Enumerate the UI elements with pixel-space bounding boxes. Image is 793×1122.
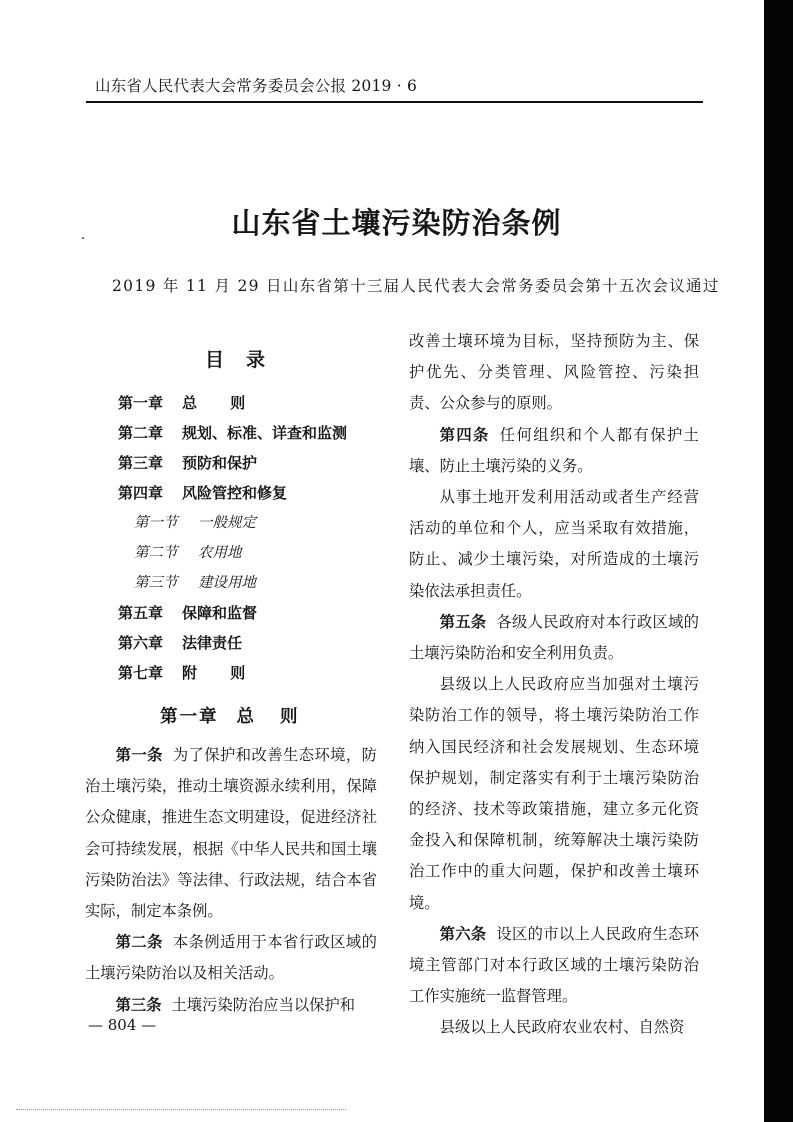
toc-item [118, 388, 398, 418]
article-paragraph [409, 607, 699, 669]
article-label: 第六条 [439, 924, 487, 943]
toc-item [118, 658, 398, 688]
toc-chapter: 第一章 [118, 394, 164, 412]
toc-heading [205, 345, 265, 372]
toc-title: 保障和监督 [182, 604, 258, 622]
article-text: 任何组织和个人都有保护土壤、防止土壤污染的义务。 [409, 425, 699, 475]
article-paragraph [409, 919, 699, 1013]
toc-chapter: 第五章 [118, 604, 164, 622]
article-continuation: 改善土壤环境为目标，坚持预防为主、保护优先、分类管理、风险管控、污染担责、公众参与的原则。 [409, 332, 699, 413]
scan-edge-strip [764, 0, 793, 1122]
article-paragraph: 从事土地开发利用活动或者生产经营活动的单位和个人，应当采取有效措施，防止、减少土壤污染，对所造成的土壤污染依法承担责任。 [409, 488, 699, 600]
toc-heading-right: 录 [245, 349, 265, 371]
article-paragraph: 县级以上人民政府农业农村、自然资 [439, 1018, 685, 1037]
header-rule [86, 101, 703, 103]
toc-chapter: 第三章 [118, 454, 164, 472]
toc-title: 法律责任 [182, 634, 243, 652]
toc-item [118, 478, 398, 508]
article-text: 各级人民政府对本行政区域的土壤污染防治和安全利用负责。 [409, 612, 699, 663]
article-paragraph [409, 420, 699, 482]
chapter-number: 第一章 [160, 707, 219, 727]
toc-subitem [118, 508, 398, 538]
article-text: 土壤污染防治应当以保护和 [171, 995, 356, 1014]
toc-section: 第三节 [134, 575, 178, 591]
toc-chapter: 第六章 [118, 634, 164, 652]
toc-item [118, 418, 398, 448]
toc-subitem [118, 538, 398, 568]
toc-item [118, 598, 398, 628]
document-subtitle: 2019 年 11 月 29 日山东省第十三届人民代表大会常务委员会第十五次会议通过 [112, 277, 720, 295]
running-header: 山东省人民代表大会常务委员会公报 2019 · 6 [95, 77, 418, 95]
toc-section: 第一节 [134, 515, 178, 531]
toc-title: 附 则 [182, 664, 260, 682]
article-paragraph [85, 740, 377, 927]
article-paragraph: 县级以上人民政府应当加强对土壤污染防治工作的领导，将土壤污染防治工作纳入国民经济和社会发展规划、生态环境保护规划，制定落实有利于土壤污染防治的经济、技术等政策措施，建立多元化资金投入和保障机制，统筹解决土壤污染防治工作中的重大问题，保护和改善土壤环境。 [409, 675, 699, 912]
toc-title: 一般规定 [198, 515, 256, 531]
article-paragraph [85, 927, 377, 989]
toc-item [118, 628, 398, 658]
toc-section: 第二节 [134, 545, 178, 561]
right-column [409, 326, 699, 1044]
article-label: 第五条 [439, 612, 487, 631]
article-label: 第四条 [439, 425, 490, 444]
article-label: 第一条 [115, 746, 163, 764]
toc-title: 建设用地 [198, 575, 256, 591]
article-text: 设区的市以上人民政府生态环境主管部门对本行政区域的土壤污染防治工作实施统一监督管理。 [409, 924, 699, 1006]
document-title: 山东省土壤污染防治条例 [231, 206, 562, 240]
chapter-title-char: 则 [280, 707, 300, 727]
left-column [85, 740, 377, 1021]
article-label: 第二条 [115, 933, 163, 952]
toc-heading-left: 目 [205, 349, 225, 371]
chapter-heading [160, 703, 300, 728]
toc-item [118, 448, 398, 478]
page-number: — 804 — [88, 1016, 157, 1034]
toc-title: 风险管控和修复 [182, 484, 288, 502]
toc-chapter: 第七章 [118, 664, 164, 682]
toc-title: 规划、标准、详查和监测 [182, 424, 348, 442]
toc-title: 预防和保护 [182, 454, 258, 472]
toc-subitem [118, 568, 398, 598]
scan-bottom-artifact [16, 1109, 346, 1111]
chapter-title-char: 总 [236, 707, 256, 727]
toc-chapter: 第二章 [118, 424, 164, 442]
toc-chapter: 第四章 [118, 484, 164, 502]
toc-title: 农用地 [198, 545, 242, 561]
article-label: 第三条 [115, 995, 162, 1014]
table-of-contents [118, 388, 398, 688]
toc-title: 总 则 [182, 394, 260, 412]
article-text: 本条例适用于本省行政区域的土壤污染防治以及相关活动。 [85, 933, 377, 983]
article-text: 为了保护和改善生态环境，防治土壤污染，推动土壤资源永续利用，保障公众健康，推进生态文明建设，促进经济社会可持续发展，根据《中华人民共和国土壤污染防治法》等法律、行政法规，结合本省实际，制定本条例。 [85, 746, 377, 921]
